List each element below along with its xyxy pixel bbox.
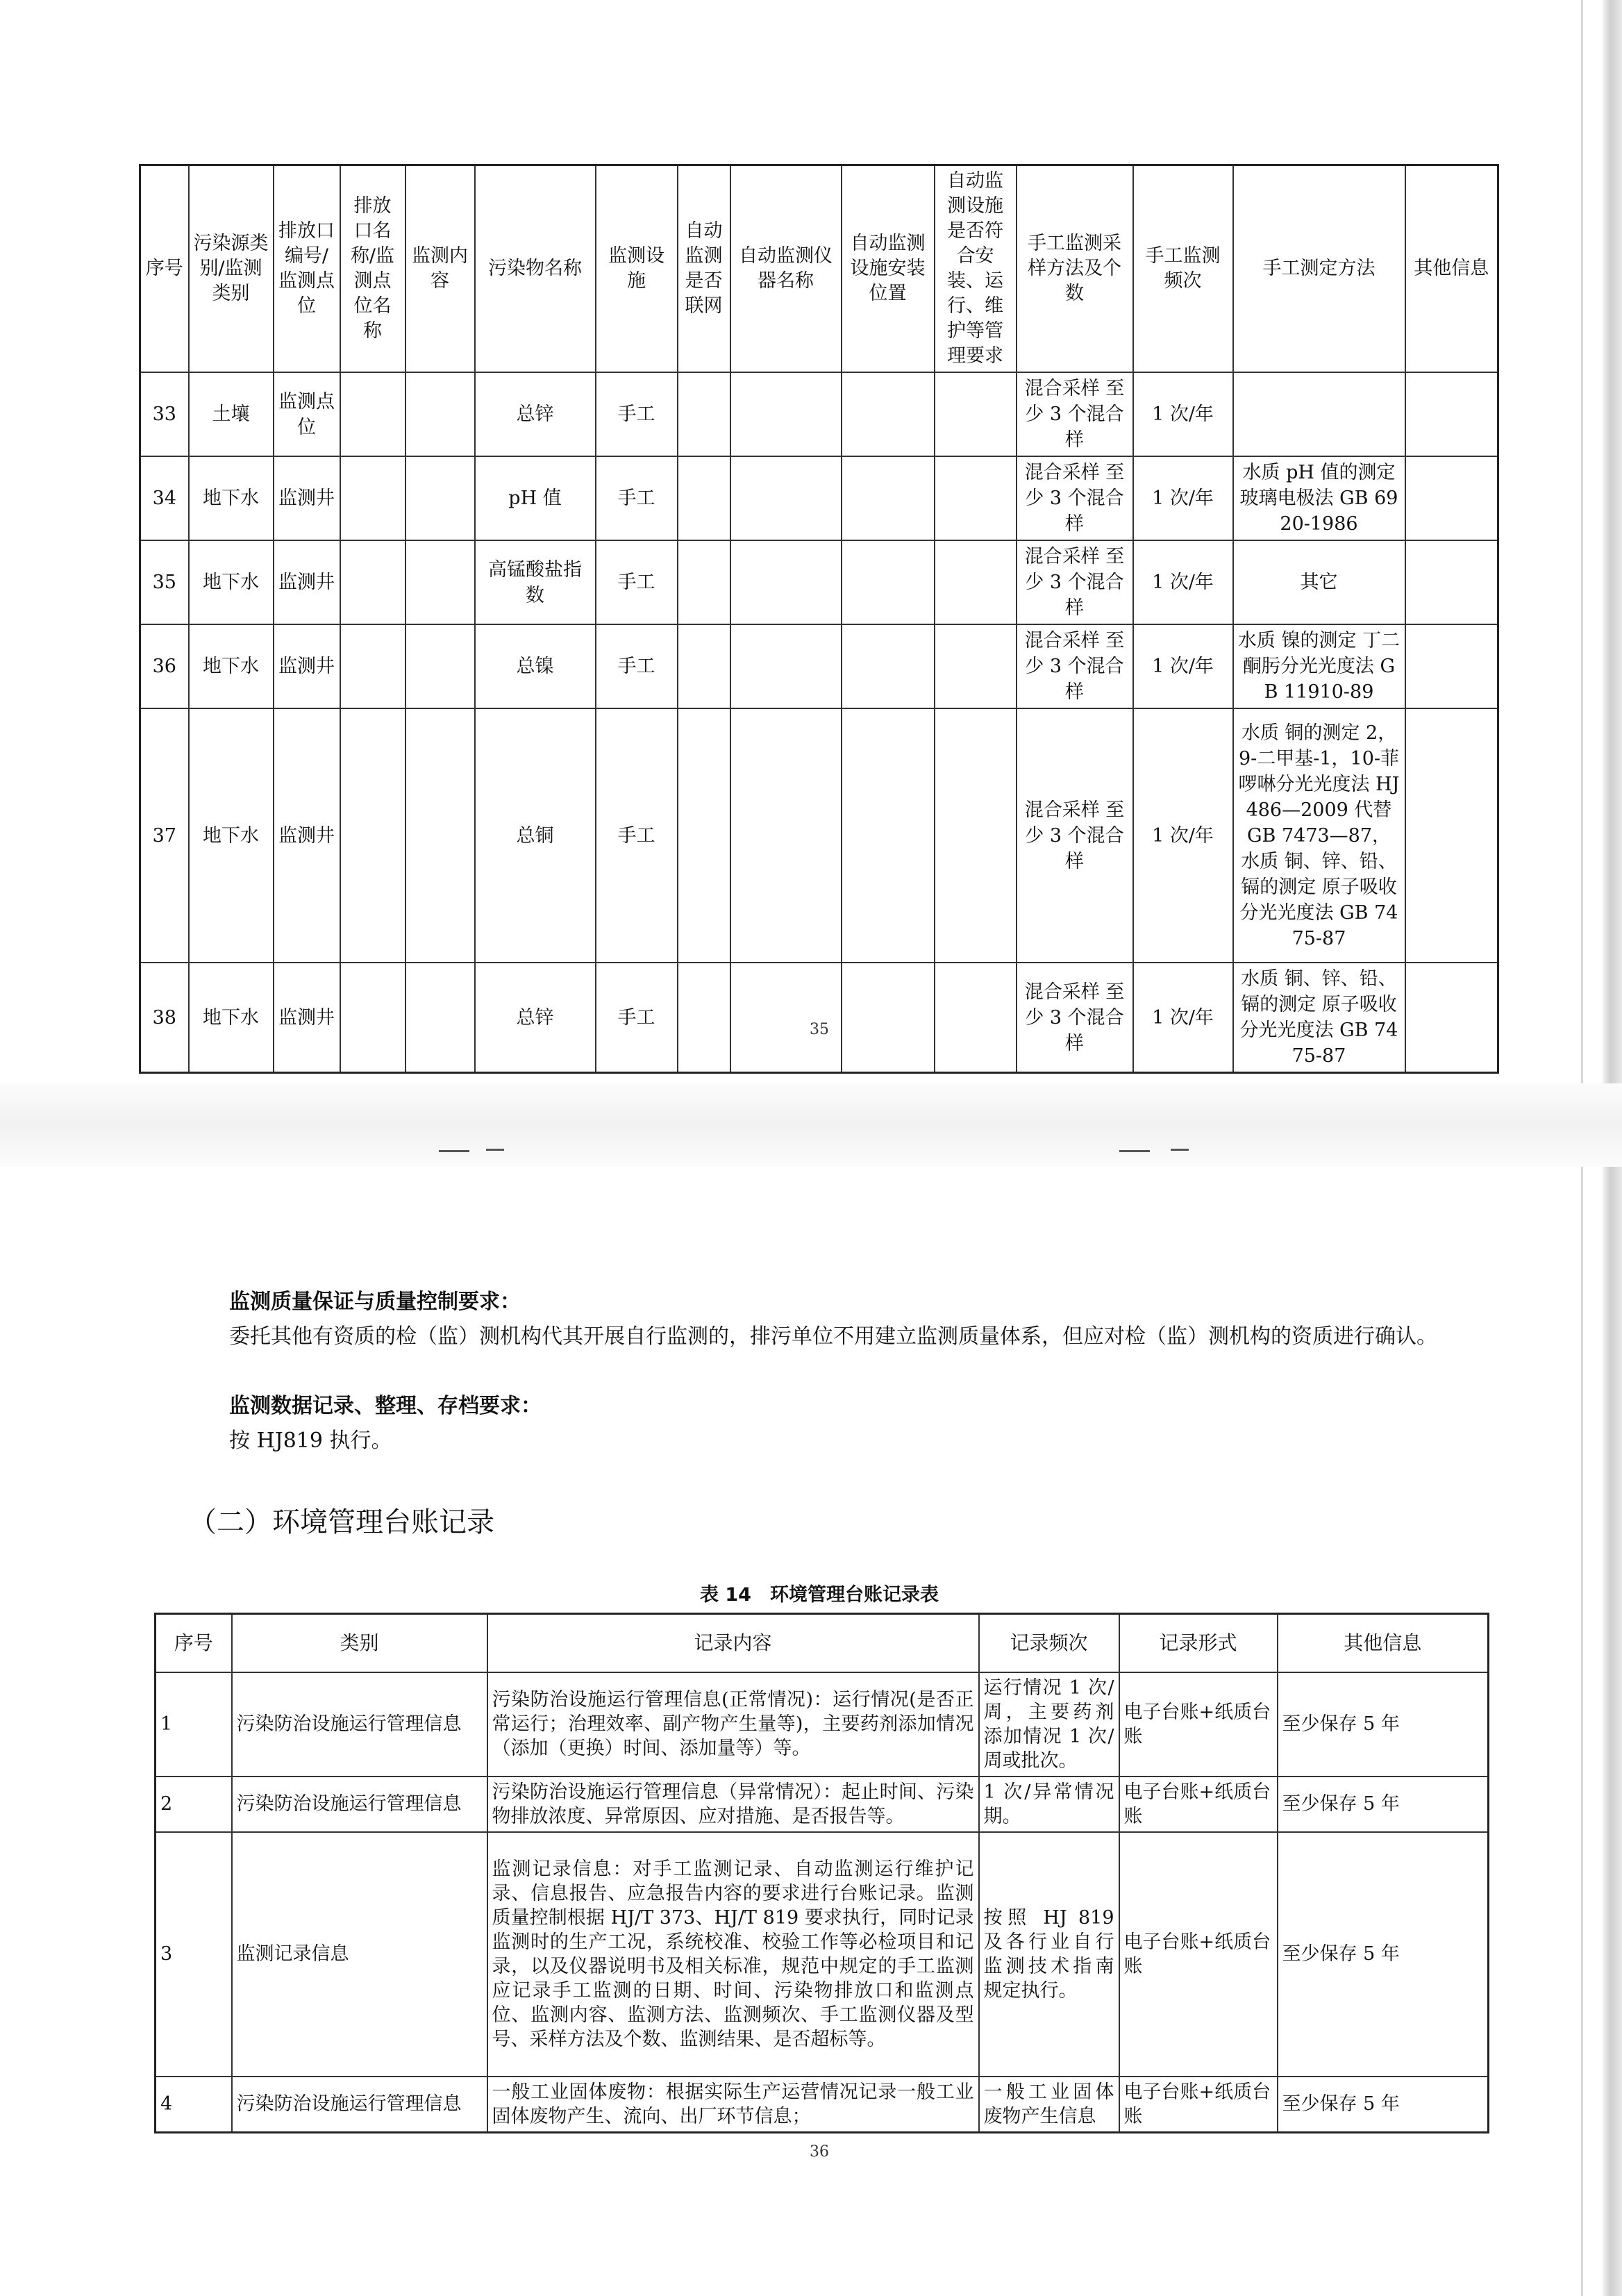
cell-content	[406, 540, 475, 624]
cell-form: 电子台账+纸质台账	[1119, 2077, 1278, 2133]
header-cell: 污染源类别/监测类别	[189, 165, 274, 373]
cell-other: 至少保存 5 年	[1278, 1777, 1489, 1832]
header-cell: 手工监测频次	[1133, 165, 1233, 373]
cell-no: 4	[156, 2077, 232, 2133]
cell-name	[340, 456, 406, 540]
cell-facility: 手工	[596, 708, 678, 963]
header-cell: 自动监测设施是否符合安装、运行、维护等管理要求	[935, 165, 1017, 373]
header-cell: 手工监测采样方法及个数	[1017, 165, 1133, 373]
cell-category: 地下水	[189, 540, 274, 624]
cell-method: 其它	[1233, 540, 1405, 624]
cell-no: 35	[140, 540, 189, 624]
cell-no: 37	[140, 708, 189, 963]
page-break-mark	[439, 1150, 469, 1152]
cell-facility: 手工	[596, 624, 678, 708]
cell-content	[406, 456, 475, 540]
cell-frequency: 1 次/年	[1133, 963, 1233, 1073]
cell-location	[842, 963, 935, 1073]
section-title: （二）环境管理台账记录	[189, 1506, 494, 1538]
table-row	[140, 540, 1498, 624]
cell-online	[678, 540, 730, 624]
cell-frequency: 1 次/年	[1133, 372, 1233, 456]
cell-pollutant: 总锌	[475, 963, 596, 1073]
cell-frequency: 1 次/年	[1133, 624, 1233, 708]
cell-point: 监测点位	[274, 372, 340, 456]
header-cell: 手工测定方法	[1233, 165, 1405, 373]
cell-content	[406, 708, 475, 963]
cell-category: 污染防治设施运行管理信息	[232, 2077, 487, 2133]
table-row	[140, 372, 1498, 456]
page-number: 35	[810, 1021, 829, 1038]
cell-content: 一般工业固体废物：根据实际生产运营情况记录一般工业固体废物产生、流向、出厂环节信息；	[487, 2077, 979, 2133]
cell-compliance	[935, 456, 1017, 540]
header-cell: 其他信息	[1278, 1614, 1489, 1672]
cell-form: 电子台账+纸质台账	[1119, 1832, 1278, 2077]
cell-category: 地下水	[189, 624, 274, 708]
cell-online	[678, 963, 730, 1073]
header-cell: 序号	[156, 1614, 232, 1672]
cell-other	[1405, 372, 1498, 456]
table-row	[156, 1777, 1489, 1832]
cell-sampling: 混合采样 至少 3 个混合样	[1017, 372, 1133, 456]
cell-pollutant: 总镍	[475, 624, 596, 708]
table-header-row	[140, 165, 1498, 373]
cell-no: 33	[140, 372, 189, 456]
cell-pollutant: 高锰酸盐指数	[475, 540, 596, 624]
cell-category: 污染防治设施运行管理信息	[232, 1777, 487, 1832]
cell-location	[842, 708, 935, 963]
cell-method	[1233, 372, 1405, 456]
table-row	[156, 1832, 1489, 2077]
cell-form: 电子台账+纸质台账	[1119, 1672, 1278, 1777]
cell-compliance	[935, 540, 1017, 624]
cell-online	[678, 456, 730, 540]
cell-content	[406, 624, 475, 708]
cell-point: 监测井	[274, 540, 340, 624]
cell-method: 水质 镍的测定 丁二酮肟分光光度法 GB 11910-89	[1233, 624, 1405, 708]
cell-instrument	[730, 540, 842, 624]
header-cell: 自动监测设施安装位置	[842, 165, 935, 373]
header-cell: 排放口名称/监测点位名称	[340, 165, 406, 373]
cell-frequency: 按照 HJ 819 及各行业自行监测技术指南规定执行。	[979, 1832, 1119, 2077]
cell-no: 38	[140, 963, 189, 1073]
cell-instrument	[730, 456, 842, 540]
page-number: 36	[810, 2143, 829, 2161]
cell-other: 至少保存 5 年	[1278, 1832, 1489, 2077]
cell-location	[842, 372, 935, 456]
cell-other	[1405, 963, 1498, 1073]
cell-other: 至少保存 5 年	[1278, 2077, 1489, 2133]
cell-instrument	[730, 624, 842, 708]
header-cell: 监测设施	[596, 165, 678, 373]
monitoring-table	[139, 164, 1499, 1074]
page-break-mark	[1171, 1149, 1189, 1151]
cell-name	[340, 372, 406, 456]
qa-heading: 监测质量保证与质量控制要求：	[229, 1290, 521, 1314]
header-cell: 自动监测是否联网	[678, 165, 730, 373]
header-cell: 记录内容	[487, 1614, 979, 1672]
header-cell: 污染物名称	[475, 165, 596, 373]
cell-content: 污染防治设施运行管理信息（异常情况）：起止时间、污染物排放浓度、异常原因、应对措施、是否报告等。	[487, 1777, 979, 1832]
cell-facility: 手工	[596, 372, 678, 456]
table-row	[140, 624, 1498, 708]
table-row	[156, 2077, 1489, 2133]
cell-online	[678, 372, 730, 456]
page-break-band	[0, 1083, 1622, 1167]
header-cell: 其他信息	[1405, 165, 1498, 373]
record-paragraph: 按 HJ819 执行。	[229, 1429, 392, 1453]
cell-other	[1405, 456, 1498, 540]
cell-method: 水质 铜、锌、铅、镉的测定 原子吸收分光光度法 GB 7475-87	[1233, 963, 1405, 1073]
header-cell: 记录形式	[1119, 1614, 1278, 1672]
table-caption: 表 14 环境管理台账记录表	[700, 1584, 939, 1606]
cell-location	[842, 540, 935, 624]
cell-name	[340, 708, 406, 963]
header-cell: 类别	[232, 1614, 487, 1672]
cell-category: 地下水	[189, 456, 274, 540]
cell-location	[842, 456, 935, 540]
cell-other	[1405, 624, 1498, 708]
cell-instrument	[730, 963, 842, 1073]
cell-frequency: 1 次/年	[1133, 540, 1233, 624]
cell-frequency: 1 次/异常情况期。	[979, 1777, 1119, 1832]
cell-online	[678, 708, 730, 963]
cell-sampling: 混合采样 至少 3 个混合样	[1017, 540, 1133, 624]
cell-no: 3	[156, 1832, 232, 2077]
cell-point: 监测井	[274, 456, 340, 540]
cell-no: 2	[156, 1777, 232, 1832]
record-heading: 监测数据记录、整理、存档要求：	[229, 1394, 542, 1418]
cell-instrument	[730, 708, 842, 963]
header-cell: 排放口编号/监测点位	[274, 165, 340, 373]
ledger-table	[154, 1613, 1489, 2133]
cell-sampling: 混合采样 至少 3 个混合样	[1017, 456, 1133, 540]
cell-facility: 手工	[596, 963, 678, 1073]
cell-compliance	[935, 963, 1017, 1073]
cell-compliance	[935, 624, 1017, 708]
cell-no: 34	[140, 456, 189, 540]
cell-no: 1	[156, 1672, 232, 1777]
cell-content: 污染防治设施运行管理信息(正常情况)：运行情况(是否正常运行；治理效率、副产物产生量等)，主要药剂添加情况（添加（更换）时间、添加量等）等。	[487, 1672, 979, 1777]
table-header-row	[156, 1614, 1489, 1672]
cell-pollutant: pH 值	[475, 456, 596, 540]
cell-frequency: 一般工业固体废物产生信息	[979, 2077, 1119, 2133]
cell-category: 地下水	[189, 708, 274, 963]
cell-name	[340, 624, 406, 708]
table-row	[140, 456, 1498, 540]
cell-online	[678, 624, 730, 708]
cell-point: 监测井	[274, 963, 340, 1073]
cell-category: 地下水	[189, 963, 274, 1073]
cell-frequency: 1 次/年	[1133, 708, 1233, 963]
table-row	[140, 708, 1498, 963]
cell-sampling: 混合采样 至少 3 个混合样	[1017, 708, 1133, 963]
page-break-mark	[486, 1149, 504, 1151]
header-cell: 序号	[140, 165, 189, 373]
cell-form: 电子台账+纸质台账	[1119, 1777, 1278, 1832]
cell-instrument	[730, 372, 842, 456]
cell-no: 36	[140, 624, 189, 708]
page-break-mark	[1119, 1150, 1150, 1152]
table-row	[156, 1672, 1489, 1777]
cell-facility: 手工	[596, 540, 678, 624]
table-row	[140, 963, 1498, 1073]
cell-sampling: 混合采样 至少 3 个混合样	[1017, 624, 1133, 708]
cell-method: 水质 铜的测定 2，9-二甲基-1，10-菲啰啉分光光度法 HJ 486—2009 代替 GB 7473—87，水质 铜、锌、铅、镉的测定 原子吸收分光光度法 GB 7475-87	[1233, 708, 1405, 963]
cell-name	[340, 963, 406, 1073]
cell-facility: 手工	[596, 456, 678, 540]
cell-frequency: 运行情况 1 次/周，主要药剂添加情况 1 次/周或批次。	[979, 1672, 1119, 1777]
cell-pollutant: 总锌	[475, 372, 596, 456]
cell-content	[406, 963, 475, 1073]
cell-category: 土壤	[189, 372, 274, 456]
header-cell: 自动监测仪器名称	[730, 165, 842, 373]
cell-point: 监测井	[274, 624, 340, 708]
cell-content	[406, 372, 475, 456]
cell-frequency: 1 次/年	[1133, 456, 1233, 540]
cell-pollutant: 总铜	[475, 708, 596, 963]
cell-point: 监测井	[274, 708, 340, 963]
cell-content: 监测记录信息：对手工监测记录、自动监测运行维护记录、信息报告、应急报告内容的要求进行台账记录。监测质量控制根据 HJ/T 373、HJ/T 819 要求执行，同时记录监测时的生产工况，系统校准、校验工作等必检项目和记录，以及仪器说明书及相关标准，规范中规定的手工监测应记录手工监测的日期、时间、污染物排放口和监测点位、监测内容、监测方法、监测频次、手工监测仪器及型号、采样方法及个数、监测结果、是否超标等。	[487, 1832, 979, 2077]
cell-name	[340, 540, 406, 624]
header-cell: 监测内容	[406, 165, 475, 373]
header-cell: 记录频次	[979, 1614, 1119, 1672]
cell-compliance	[935, 372, 1017, 456]
cell-sampling: 混合采样 至少 3 个混合样	[1017, 963, 1133, 1073]
cell-category: 监测记录信息	[232, 1832, 487, 2077]
cell-category: 污染防治设施运行管理信息	[232, 1672, 487, 1777]
cell-location	[842, 624, 935, 708]
cell-compliance	[935, 708, 1017, 963]
cell-method: 水质 pH 值的测定 玻璃电极法 GB 6920-1986	[1233, 456, 1405, 540]
qa-paragraph: 委托其他有资质的检（监）测机构代其开展自行监测的，排污单位不用建立监测质量体系，但应对检（监）测机构的资质进行确认。	[229, 1324, 1437, 1349]
cell-other	[1405, 708, 1498, 963]
cell-other	[1405, 540, 1498, 624]
cell-other: 至少保存 5 年	[1278, 1672, 1489, 1777]
